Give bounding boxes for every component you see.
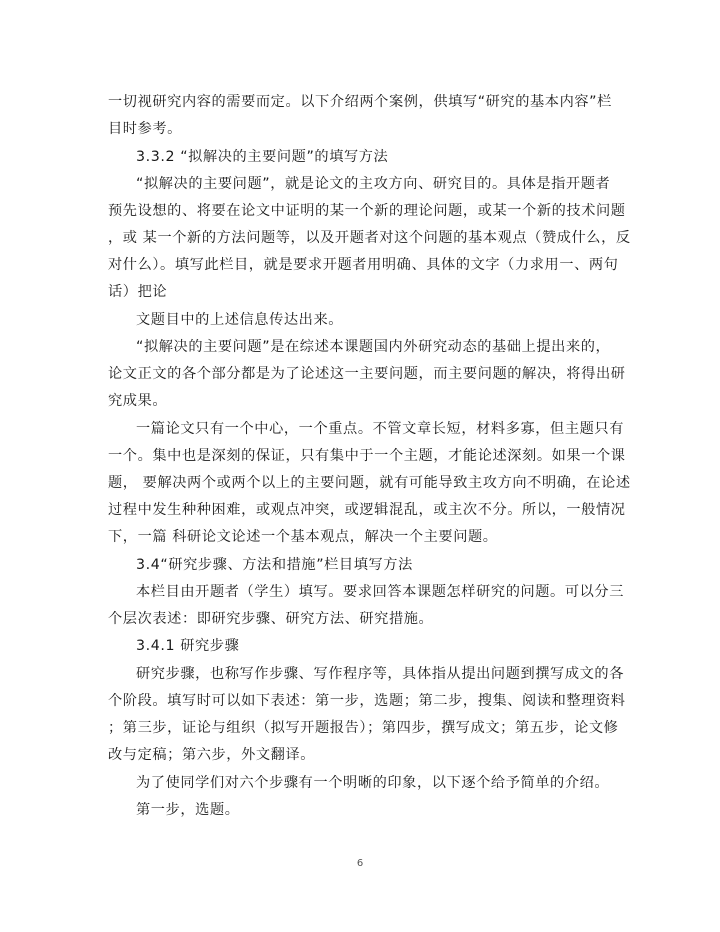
section-heading: 3.3.2 “拟解决的主要问题”的填写方法: [136, 149, 389, 165]
text-line: 究成果。: [108, 393, 168, 409]
text-line: ，或 某一个新的方法问题等，以及开题者对这个问题的基本观点（赞成什么，反: [108, 230, 631, 246]
section-heading: 3.4“研究步骤、方法和措施”栏目填写方法: [136, 557, 413, 573]
text-line: 个阶段。填写时可以如下表述：第一步，选题；第二步，搜集、阅读和整理资料: [108, 693, 626, 709]
text-line: 目时参考。: [108, 121, 182, 137]
text-line: 一个。集中也是深刻的保证，只有集中于一个主题，才能论述深刻。如果一个课: [108, 448, 626, 464]
text-line: 个层次表述：即研究步骤、研究方法、研究措施。: [108, 611, 434, 627]
text-line: “拟解决的主要问题”，就是论文的主攻方向、研究目的。具体是指开题者: [136, 176, 611, 192]
text-line: 本栏目由开题者（学生）填写。要求回答本课题怎样研究的问题。可以分三: [136, 584, 624, 600]
text-line: 一篇论文只有一个中心，一个重点。不管文章长短，材料多寡，但主题只有: [136, 421, 624, 437]
text-line: 话）把论: [108, 284, 168, 300]
text-line: 下，一篇 科研论文论述一个基本观点，解决一个主要问题。: [108, 529, 498, 545]
text-line: 一切视研究内容的需要而定。以下介绍两个案例，供填写“研究的基本内容”栏: [108, 94, 612, 110]
section-heading: 3.4.1 研究步骤: [136, 638, 240, 654]
text-line: “拟解决的主要问题”是在综述本课题国内外研究动态的基础上提出来的，: [136, 339, 611, 355]
page-number: 6: [356, 858, 364, 869]
text-line: 过程中发生种种困难，或观点冲突，或逻辑混乱，或主次不分。所以，一般情况: [108, 502, 626, 518]
text-line: 改与定稿；第六步，外文翻译。: [108, 747, 316, 763]
text-line: 对什么）。填写此栏目，就是要求开题者用明确、具体的文字（力求用一、两句: [108, 257, 619, 273]
text-line: 研究步骤，也称写作步骤、写作程序等，具体指从提出问题到撰写成文的各: [136, 666, 624, 682]
text-line: 论文正文的各个部分都是为了论述这一主要问题，而主要问题的解决，将得出研: [108, 366, 626, 382]
text-line: 文题目中的上述信息传达出来。: [136, 312, 344, 328]
text-line: 预先设想的、将要在论文中证明的某一个新的理论问题，或某一个新的技术问题: [108, 203, 626, 219]
text-line: 为了使同学们对六个步骤有一个明晰的印象，以下逐个给予简单的介绍。: [136, 775, 610, 791]
text-line: 题， 要解决两个或两个以上的主要问题，就有可能导致主攻方向不明确，在论述: [108, 475, 631, 491]
text-line: 第一步，选题。: [136, 802, 240, 818]
text-line: ；第三步，证论与组织（拟写开题报告）；第四步，撰写成文；第五步，论文修: [108, 720, 619, 736]
